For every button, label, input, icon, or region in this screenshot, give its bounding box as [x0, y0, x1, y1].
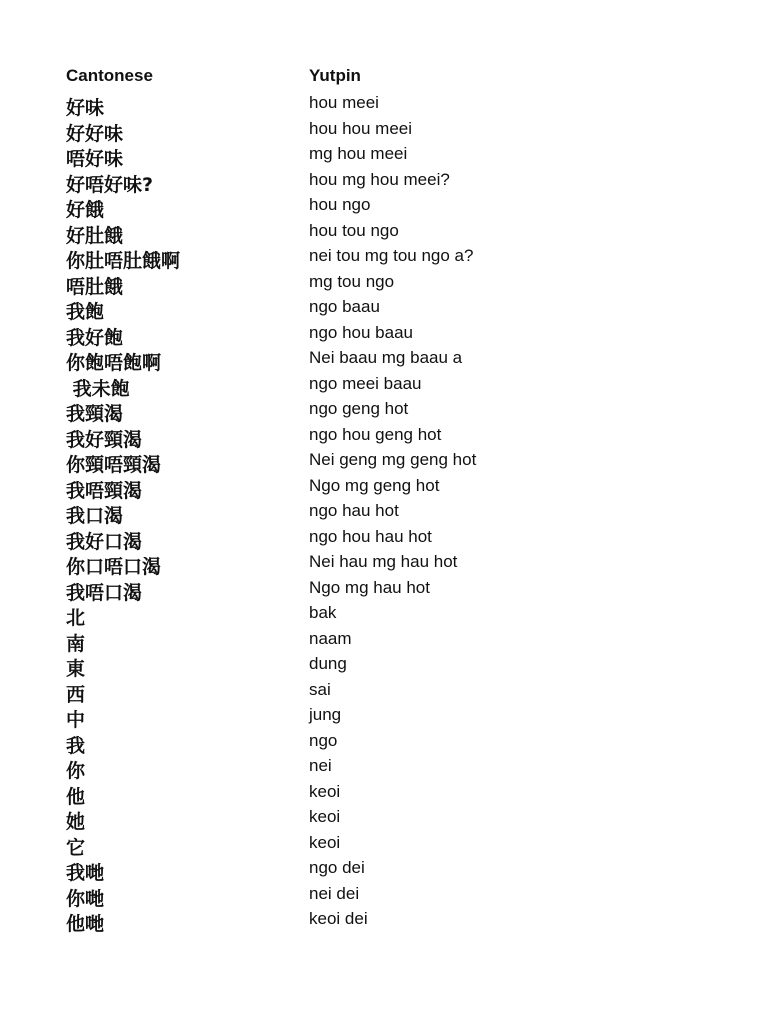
- table-row: [0, 805, 768, 831]
- vocabulary-table: [0, 91, 768, 933]
- yutpin-romanization: keoi dei: [309, 909, 368, 928]
- cantonese-term: 他哋: [66, 913, 105, 935]
- table-row: [0, 474, 768, 500]
- cantonese-term: 你頸唔頸渴: [66, 454, 162, 476]
- cantonese-term: 他: [66, 785, 86, 808]
- cantonese-term: 你: [66, 760, 86, 782]
- yutpin-romanization: Nei geng mg geng hot: [309, 450, 477, 469]
- cantonese-term: 你飽唔飽啊: [66, 352, 162, 374]
- column-header-yutpin: Yutpin: [309, 66, 361, 85]
- yutpin-romanization: ngo baau: [309, 297, 380, 316]
- cantonese-term: 好好味: [66, 122, 124, 145]
- table-row: [0, 754, 768, 780]
- cantonese-term: 西: [66, 683, 86, 706]
- table-row: [0, 652, 768, 678]
- yutpin-romanization: hou ngo: [309, 195, 371, 214]
- cantonese-term: 它: [66, 836, 86, 859]
- cantonese-term: 她: [66, 811, 86, 833]
- table-row: [0, 423, 768, 449]
- yutpin-romanization: Nei baau mg baau a: [309, 348, 463, 367]
- table-row: [0, 295, 768, 321]
- cantonese-term: 好肚餓: [66, 224, 124, 247]
- yutpin-romanization: nei dei: [309, 883, 360, 903]
- yutpin-romanization: hou mg hou meei?: [309, 169, 450, 189]
- cantonese-term: 我唔口渴: [66, 581, 143, 604]
- cantonese-term: 好唔好味?: [66, 173, 154, 196]
- cantonese-term: 唔好味: [66, 148, 124, 170]
- table-row: [0, 117, 768, 143]
- yutpin-romanization: Ngo mg geng hot: [309, 475, 440, 495]
- table-row: [0, 244, 768, 270]
- yutpin-romanization: Nei hau mg hau hot: [309, 552, 458, 571]
- yutpin-romanization: keoi: [309, 781, 341, 801]
- table-row: [0, 270, 768, 296]
- cantonese-term: 中: [66, 709, 86, 731]
- yutpin-romanization: naam: [309, 628, 352, 648]
- yutpin-romanization: dung: [309, 654, 347, 673]
- yutpin-romanization: sai: [309, 679, 331, 699]
- yutpin-romanization: keoi: [309, 807, 341, 826]
- yutpin-romanization: bak: [309, 603, 337, 622]
- yutpin-romanization: nei: [309, 756, 332, 775]
- yutpin-romanization: ngo meei baau: [309, 373, 422, 393]
- yutpin-romanization: mg hou meei: [309, 144, 408, 163]
- table-row: [0, 550, 768, 576]
- table-row: [0, 193, 768, 219]
- cantonese-term: 南: [66, 632, 86, 655]
- yutpin-romanization: ngo geng hot: [309, 399, 409, 418]
- yutpin-romanization: ngo hau hot: [309, 501, 399, 520]
- table-row: [0, 321, 768, 347]
- table-row: [0, 831, 768, 857]
- cantonese-term: 唔肚餓: [66, 275, 124, 298]
- cantonese-term: 你哋: [66, 887, 105, 910]
- cantonese-term: 我頸渴: [66, 403, 124, 425]
- cantonese-term: 我飽: [66, 301, 105, 323]
- table-row: [0, 397, 768, 423]
- table-row: [0, 448, 768, 474]
- table-row: [0, 219, 768, 245]
- table-header: [0, 66, 768, 88]
- cantonese-term: 我未飽: [66, 377, 130, 400]
- table-row: [0, 576, 768, 602]
- yutpin-romanization: keoi: [309, 832, 341, 852]
- cantonese-term: 好味: [66, 97, 105, 119]
- yutpin-romanization: ngo dei: [309, 858, 365, 877]
- table-row: [0, 703, 768, 729]
- yutpin-romanization: ngo hou baau: [309, 322, 413, 342]
- table-row: [0, 907, 768, 933]
- cantonese-term: 你肚唔肚餓啊: [66, 250, 181, 272]
- column-header-cantonese: Cantonese: [66, 66, 153, 85]
- table-row: [0, 91, 768, 117]
- cantonese-term: 我口渴: [66, 505, 124, 527]
- table-row: [0, 729, 768, 755]
- cantonese-term: 北: [66, 607, 86, 629]
- table-row: [0, 627, 768, 653]
- cantonese-term: 我哋: [66, 862, 105, 884]
- cantonese-term: 好餓: [66, 199, 105, 221]
- table-row: [0, 882, 768, 908]
- cantonese-term: 我好口渴: [66, 530, 143, 553]
- table-row: [0, 525, 768, 551]
- cantonese-term: 我: [66, 734, 86, 757]
- table-row: [0, 372, 768, 398]
- yutpin-romanization: ngo: [309, 730, 338, 750]
- yutpin-romanization: ngo hou geng hot: [309, 424, 442, 444]
- table-row: [0, 601, 768, 627]
- yutpin-romanization: hou meei: [309, 93, 379, 112]
- cantonese-term: 東: [66, 658, 86, 680]
- cantonese-term: 你口唔口渴: [66, 556, 162, 578]
- table-row: [0, 142, 768, 168]
- yutpin-romanization: ngo hou hau hot: [309, 526, 432, 546]
- yutpin-romanization: hou tou ngo: [309, 220, 399, 240]
- table-row: [0, 346, 768, 372]
- yutpin-romanization: nei tou mg tou ngo a?: [309, 246, 474, 265]
- yutpin-romanization: Ngo mg hau hot: [309, 577, 430, 597]
- table-row: [0, 678, 768, 704]
- cantonese-term: 我好飽: [66, 326, 124, 349]
- cantonese-term: 我唔頸渴: [66, 479, 143, 502]
- table-row: [0, 780, 768, 806]
- cantonese-term: 我好頸渴: [66, 428, 143, 451]
- yutpin-romanization: mg tou ngo: [309, 271, 395, 291]
- table-row: [0, 168, 768, 194]
- yutpin-romanization: jung: [309, 705, 342, 724]
- yutpin-romanization: hou hou meei: [309, 118, 413, 138]
- table-row: [0, 856, 768, 882]
- table-row: [0, 499, 768, 525]
